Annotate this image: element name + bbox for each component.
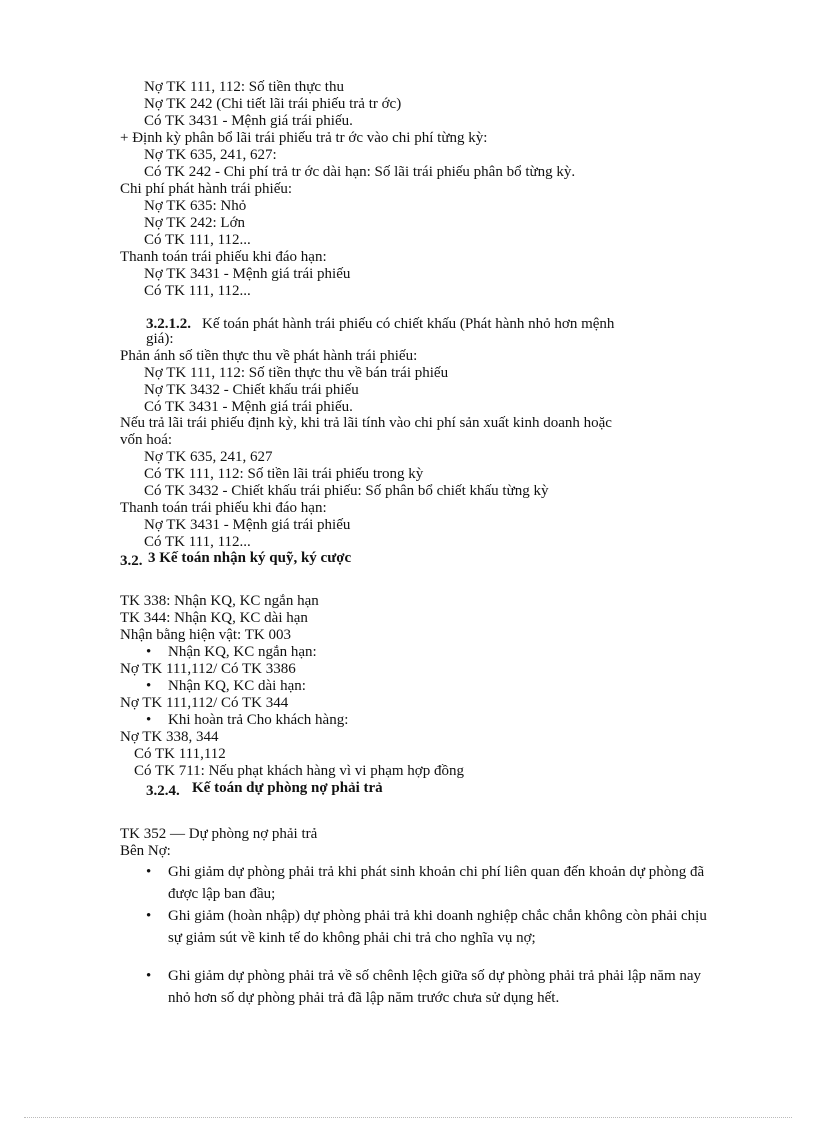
text-line: TK 338: Nhận KQ, KC ngắn hạn: [120, 593, 319, 609]
text-line: vốn hoá:: [120, 432, 173, 448]
text-line: + Định kỳ phân bổ lãi trái phiếu trả tr ớc vào chi phí từng kỳ:: [120, 130, 488, 146]
bullet-icon: •: [146, 678, 152, 694]
bullet-item: Nhận KQ, KC dài hạn:: [168, 678, 306, 694]
text-line: Nợ TK 635, 241, 627: [144, 449, 273, 465]
text-line: Có TK 111, 112...: [144, 232, 251, 248]
text-line: Nợ TK 3431 - Mệnh giá trái phiếu: [144, 517, 351, 533]
text-line: Nợ TK 111, 112: Số tiền thực thu về bán trái phiếu: [144, 365, 449, 381]
section-heading: Kế toán dự phòng nợ phải trả: [192, 780, 383, 796]
text-line: Bên Nợ:: [120, 843, 171, 859]
section-number: 3.2.: [120, 553, 143, 569]
text-line: Nợ TK 111,112/ Có TK 344: [120, 695, 289, 711]
text-line: Nhận bằng hiện vật: TK 003: [120, 627, 291, 643]
page-bottom-divider: [24, 1117, 792, 1118]
bullet-icon: •: [146, 908, 152, 924]
text-line: Nợ TK 111,112/ Có TK 3386: [120, 661, 296, 677]
text-line: Có TK 111, 112...: [144, 534, 251, 550]
bullet-paragraph: Ghi giảm (hoàn nhập) dự phòng phải trả khi doanh nghiệp chắc chắn không còn phải chịu sự giảm sút về kinh tế do không phải chi trả cho nghĩa vụ nợ;: [168, 908, 707, 946]
text-line: Có TK 111, 112: Số tiền lãi trái phiếu trong kỳ: [144, 466, 424, 482]
text-line: Nợ TK 3431 - Mệnh giá trái phiếu: [144, 266, 351, 282]
section-number: 3.2.1.2.: [146, 316, 191, 332]
section-heading-continued: giá):: [146, 331, 174, 347]
bullet-icon: •: [146, 968, 152, 984]
bullet-icon: •: [146, 712, 152, 728]
text-line: Có TK 3431 - Mệnh giá trái phiếu.: [144, 399, 353, 415]
bullet-paragraph: Ghi giảm dự phòng phải trả về số chênh lệch giữa số dự phòng phải trả phải lập năm nay nhỏ hơn số dự phòng phải trả đã lập năm trước chưa sử dụng hết.: [168, 968, 702, 1006]
text-line: Chi phí phát hành trái phiếu:: [120, 181, 293, 197]
text-line: TK 352 — Dự phòng nợ phải trả: [120, 826, 318, 842]
bullet-icon: •: [146, 644, 152, 660]
text-line: Nếu trả lãi trái phiếu định kỳ, khi trả lãi tính vào chi phí sản xuất kinh doanh hoặc: [120, 415, 612, 431]
text-line: Nợ TK 338, 344: [120, 729, 219, 745]
bullet-item: Khi hoàn trả Cho khách hàng:: [168, 712, 349, 728]
text-line: TK 344: Nhận KQ, KC dài hạn: [120, 610, 308, 626]
bullet-item: Nhận KQ, KC ngắn hạn:: [168, 644, 317, 660]
text-line: Nợ TK 111, 112: Số tiền thực thu: [144, 79, 344, 95]
text-line: Nợ TK 3432 - Chiết khấu trái phiếu: [144, 382, 359, 398]
section-heading: 3 Kế toán nhận ký quỹ, ký cược: [148, 550, 352, 566]
bullet-icon: •: [146, 864, 152, 880]
text-line: Có TK 242 - Chi phí trả tr ớc dài hạn: Số lãi trái phiếu phân bổ từng kỳ.: [144, 164, 576, 180]
section-number: 3.2.4.: [146, 783, 180, 799]
text-line: Có TK 3431 - Mệnh giá trái phiếu.: [144, 113, 353, 129]
text-line: Nợ TK 242 (Chi tiết lãi trái phiếu trả tr ớc): [144, 96, 402, 112]
bullet-paragraph: Ghi giảm dự phòng phải trả khi phát sinh khoản chi phí liên quan đến khoản dự phòng đã được lập ban đầu;: [168, 864, 705, 902]
text-line: Thanh toán trái phiếu khi đáo hạn:: [120, 249, 327, 265]
text-line: Nợ TK 635: Nhỏ: [144, 198, 247, 214]
text-line: Phản ánh số tiền thực thu về phát hành trái phiếu:: [120, 348, 418, 364]
text-line: Nợ TK 242: Lớn: [144, 215, 246, 231]
text-line: Thanh toán trái phiếu khi đáo hạn:: [120, 500, 327, 516]
section-heading: Kế toán phát hành trái phiếu có chiết khấu (Phát hành nhỏ hơn mệnh: [202, 316, 615, 332]
text-line: Có TK 3432 - Chiết khấu trái phiếu: Số phân bổ chiết khấu từng kỳ: [144, 483, 549, 499]
text-line: Có TK 111, 112...: [144, 283, 251, 299]
text-line: Nợ TK 635, 241, 627:: [144, 147, 277, 163]
text-line: Có TK 111,112: [134, 746, 226, 762]
text-line: Có TK 711: Nếu phạt khách hàng vì vi phạm hợp đồng: [134, 763, 464, 779]
